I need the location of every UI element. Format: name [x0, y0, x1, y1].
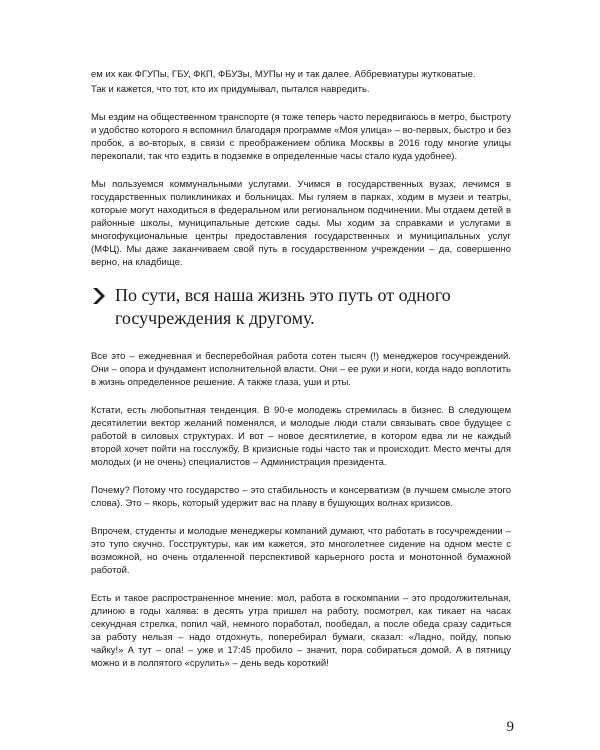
paragraph: Все это – ежедневная и бесперебойная работа сотен тысяч (!) менеджеров госучреждений. Они – опора и фундамент исполнительной власти. Они – ее руки и ноги, когда надо воплотить в жизнь определенное решение. А также глаза, уши и рты.: [91, 351, 511, 388]
paragraph: Кстати, есть любопытная тенденция. В 90-е молодежь стремилась в бизнес. В следующем десятилетии вектор желаний поменялся, и молодые люди стали связывать свое будущее с работой в силовых структурах. И вот – новое десятилетие, в котором едва ли не каждый второй хочет пойти на госслужбу. В кризисные годы часто так и происходит. Место мечты для молодых (и не очень) специалистов – Администрация президента.: [91, 405, 511, 468]
page-content: [91, 68, 511, 685]
paragraph: Впрочем, студенты и молодые менеджеры компаний думают, что работать в госучреждении – это тупо скучно. Госструктуры, как им кажется, это многолетнее сидение на одном месте с возможной, но очень отдаленной перспективой карьерного роста и монотонной бумажной работой.: [91, 526, 511, 576]
paragraph-continuation: ем их как ФГУПы, ГБУ, ФКП, ФБУЗы, МУПы ну и так далее. Аббревиатуры жутковатые.: [91, 69, 476, 80]
chevron-right-icon: [91, 287, 107, 305]
paragraph: Мы пользуемся коммунальными услугами. Учимся в государственных вузах, лечимся в государственных поликлиниках и больницах. Мы гуляем в парках, ходим в музеи и театры, которые могут находиться в федеральном или региональном подчинении. Мы отдаем детей в районные школы, муниципальные детские сады. Мы ходим за справками и услугами в многофукциональные центры предоставления государственных и муниципальных услуг (МФЦ). Мы даже заканчиваем свой путь в государственном учреждении – да, совершенно верно, на кладбище.: [91, 179, 511, 268]
paragraph: Почему? Потому что государство – это стабильность и консерватизм (в лучшем смысле этого слова). Это – якорь, который удержит вас на плаву в бушующих волнах кризисов.: [91, 485, 511, 509]
page-number: 9: [506, 719, 514, 735]
paragraph: Мы ездим на общественном транспорте (я тоже теперь часто передвигаюсь в метро, быстроту и удобство которого я вспомнил благодаря программе «Моя улица» – во-первых, быстро и без пробок, а во-вторых, в связи с преображением облика Москвы в 2016 году многие улицы перекопали, так что ездить в подземке в определенные часы стало куда удобнее).: [91, 112, 511, 162]
paragraph: Есть и такое распространенное мнение: мол, работа в госкомпании – это продолжительная, длиною в годы халява: в десять утра пришел на работу, посмотрел, как тикает на часах секундная стрелка, попил чай, немного поработал, пообедал, а после обеда сразу садиться за работу нельзя – надо отдохнуть, поперебирал бумаги, сказал: «Ладно, пойду, попью чайку!» А тут – опа! – уже и 17:45 пробило – значит, пора собираться домой. А в пятницу можно и в полпятого «срулить» – день ведь короткий!: [91, 593, 511, 669]
pull-quote-text: По сути, вся наша жизнь это путь от одного госучреждения к другому.: [115, 285, 451, 328]
pull-quote: [91, 284, 511, 330]
paragraph: Так и кажется, что тот, кто их придумывал, пытался навредить.: [91, 84, 370, 95]
